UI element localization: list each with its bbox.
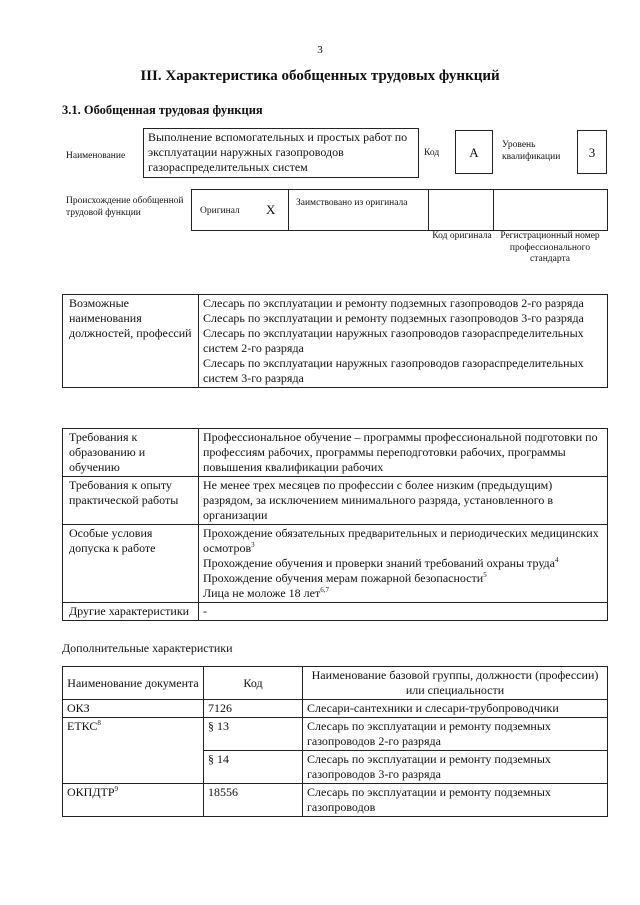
conditions-label: Особые условия допуска к работе — [63, 525, 199, 603]
code-label: Код — [424, 148, 440, 158]
experience-label: Требования к опыту практической работы — [63, 477, 199, 525]
origin-label: Происхождение обобщенной трудовой функции — [66, 196, 184, 218]
divider — [493, 189, 494, 231]
code-cell: § 13 — [204, 718, 303, 751]
code-value: А — [455, 130, 493, 174]
condition-line: Прохождение обязательных предварительных и периодических медицинских осмотров$^3$ — [203, 526, 599, 555]
doc-cell: ОКЗ — [63, 700, 204, 718]
section-title: III. Характеристика обобщенных трудовых функций — [140, 68, 500, 84]
borrowed-label: Заимствовано из оригинала — [296, 198, 408, 208]
original-mark: X — [266, 202, 276, 217]
requirements-table — [62, 428, 608, 621]
conditions-cell — [199, 525, 608, 603]
name-cell: Слесарь по эксплуатации и ремонту подземных газопроводов — [303, 784, 608, 817]
table-row — [63, 718, 608, 751]
position-line: Слесарь по эксплуатации и ремонту подземных газопроводов 3-го разряда — [203, 311, 584, 325]
code-cell: § 14 — [204, 751, 303, 784]
reg-number-caption: Регистрационный номер профессионального стандарта — [500, 231, 600, 264]
name-cell: Слесари-сантехники и слесари-трубопроводчики — [303, 700, 608, 718]
experience-value: Не менее трех месяцев по профессии с более низким (предыдущим) разрядом, за исключением минимального разряда, установленного в организации — [199, 477, 608, 525]
level-value: 3 — [577, 130, 607, 174]
name-label: Наименование — [66, 151, 126, 161]
position-line: Слесарь по эксплуатации и ремонту подземных газопроводов 2-го разряда — [203, 296, 584, 310]
name-cell: Слесарь по эксплуатации и ремонту подземных газопроводов 2-го разряда — [303, 718, 608, 751]
positions-label: Возможные наименования должностей, профессий — [63, 295, 199, 388]
table-row — [63, 784, 608, 817]
divider — [428, 189, 429, 231]
education-label: Требования к образованию и обучению — [63, 429, 199, 477]
subsection-title: 3.1. Обобщенная трудовая функция — [62, 103, 263, 117]
function-name-box — [143, 128, 419, 178]
positions-cell — [199, 295, 608, 388]
col-doc-header: Наименование документа — [63, 667, 204, 700]
col-code-header: Код — [204, 667, 303, 700]
other-label: Другие характеристики — [63, 603, 199, 621]
origin-box — [191, 189, 608, 231]
code-cell: 7126 — [204, 700, 303, 718]
table-row — [63, 700, 608, 718]
position-line: Слесарь по эксплуатации наружных газопроводов газораспределительных систем 2-го разряда — [203, 326, 584, 355]
position-line: Слесарь по эксплуатации наружных газопроводов газораспределительных систем 3-го разряда — [203, 356, 584, 385]
code-original-caption: Код оригинала — [432, 231, 492, 241]
doc-cell: ОКПДТР$^9$ — [63, 784, 204, 817]
positions-table — [62, 294, 608, 388]
education-value: Профессиональное обучение – программы профессиональной подготовки по профессиям рабочих, программы переподготовки рабочих, программы повышения квалификации рабочих — [199, 429, 608, 477]
code-cell: 18556 — [204, 784, 303, 817]
condition-line: Лица не моложе 18 лет$^{6,7}$ — [203, 586, 329, 600]
col-name-header: Наименование базовой группы, должности (профессии) или специальности — [303, 667, 608, 700]
condition-line: Прохождение обучения мерам пожарной безопасности$^5$ — [203, 571, 487, 585]
name-cell: Слесарь по эксплуатации и ремонту подземных газопроводов 3-го разряда — [303, 751, 608, 784]
level-label: Уровень квалификации — [502, 140, 561, 162]
page-number: 3 — [317, 44, 323, 56]
divider — [288, 189, 289, 231]
additional-title: Дополнительные характеристики — [62, 641, 233, 655]
condition-line: Прохождение обучения и проверки знаний требований охраны труда$^4$ — [203, 556, 559, 570]
other-value: - — [199, 603, 608, 621]
additional-table — [62, 666, 608, 817]
function-name: Выполнение вспомогательных и простых работ по эксплуатации наружных газопроводов газораспределительных систем — [148, 130, 408, 174]
doc-cell: ЕТКС$^8$ — [63, 718, 204, 784]
original-label: Оригинал — [200, 206, 240, 216]
